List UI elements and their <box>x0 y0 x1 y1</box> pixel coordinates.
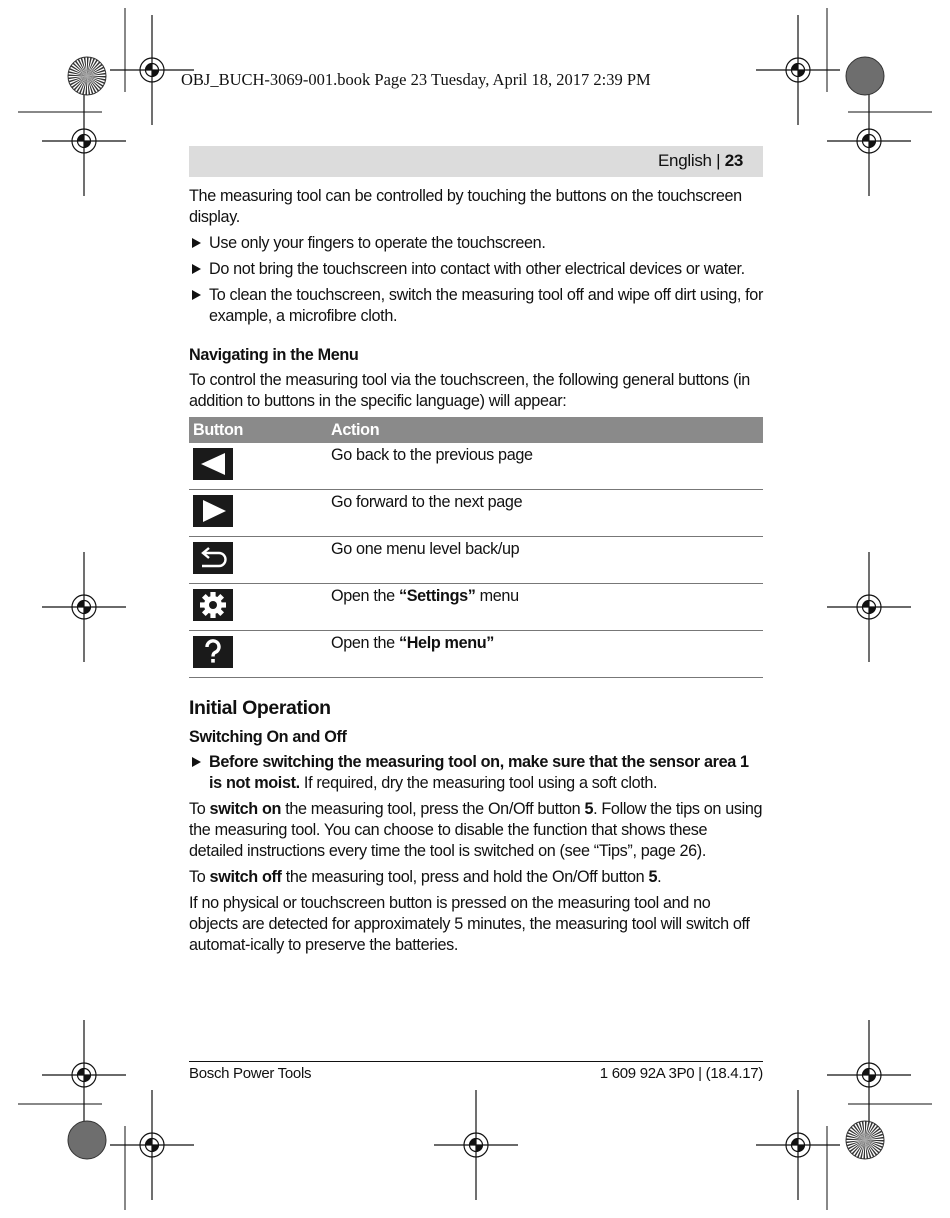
bullet-triangle-icon <box>192 238 201 248</box>
bullet-item <box>189 233 763 254</box>
registration-target-icon <box>42 1020 126 1130</box>
action-cell: Go one menu level back/up <box>327 537 763 584</box>
switch-on-paragraph: To switch on the measuring tool, press the On/Off button 5. Follow the tips on using the measuring tool. You can choose to disable the function that shows these detailed instructions every time the tool is switched on (see “Tips”, page 26). <box>189 800 763 860</box>
back-triangle-icon <box>193 448 233 480</box>
registration-target-icon <box>42 552 126 662</box>
page-number: 23 <box>724 151 743 170</box>
menu-heading: Navigating in the Menu <box>189 346 359 364</box>
forward-triangle-icon <box>193 495 233 527</box>
action-cell: Go back to the previous page <box>327 443 763 490</box>
action-cell: Open the “Help menu” <box>327 631 763 678</box>
bullet-text: Use only your fingers to operate the touchscreen. <box>209 234 546 252</box>
switch-off-paragraph: To switch off the measuring tool, press and hold the On/Off button 5. <box>189 868 662 886</box>
return-arrow-icon <box>193 542 233 574</box>
button-table <box>189 417 763 678</box>
header-separator: | <box>716 151 721 170</box>
col-header-button: Button <box>189 417 327 443</box>
registration-target-icon <box>827 552 911 662</box>
intro-paragraph: The measuring tool can be controlled by touching the buttons on the touchscreen display. <box>189 187 742 226</box>
table-row <box>189 537 763 584</box>
bullet-triangle-icon <box>192 264 201 274</box>
bullet-item <box>189 285 763 327</box>
table-row <box>189 443 763 490</box>
page-header-label <box>658 151 743 171</box>
footer-brand: Bosch Power Tools <box>189 1065 312 1082</box>
bullet-triangle-icon <box>192 757 201 767</box>
auto-off-paragraph: If no physical or touchscreen button is pressed on the measuring tool and no objects are detected for approximately 5 minutes, the measuring tool will switch off automat-ically to preserve the batteries. <box>189 894 750 954</box>
footer-code: 1 609 92A 3P0 | (18.4.17) <box>599 1065 763 1082</box>
initial-operation-heading: Initial Operation <box>189 697 331 719</box>
registration-target-icon <box>434 1090 518 1200</box>
gray-circle-mark-icon <box>68 1121 106 1159</box>
action-cell: Go forward to the next page <box>327 490 763 537</box>
gear-icon <box>193 589 233 621</box>
bullet-text: To clean the touchscreen, switch the measuring tool off and wipe off dirt using, for example, a microfibre cloth. <box>209 286 763 325</box>
bullet-item <box>189 259 763 280</box>
starburst-mark-icon <box>846 1121 884 1159</box>
header-language: English <box>658 151 712 170</box>
footer-divider <box>189 1061 763 1062</box>
action-cell: Open the “Settings” menu <box>327 584 763 631</box>
question-mark-icon <box>193 636 233 668</box>
table-header-row <box>189 417 763 443</box>
bullet-text: Do not bring the touchscreen into contact with other electrical devices or water. <box>209 260 745 278</box>
table-row <box>189 631 763 678</box>
registration-target-icon <box>110 1090 194 1200</box>
gray-circle-mark-icon <box>846 57 884 95</box>
menu-paragraph: To control the measuring tool via the touchscreen, the following general buttons (in addition to buttons in the specific language) will appear: <box>189 371 750 410</box>
registration-target-icon <box>42 86 126 196</box>
registration-target-icon <box>827 86 911 196</box>
table-row <box>189 490 763 537</box>
switching-heading: Switching On and Off <box>189 728 347 746</box>
starburst-mark-icon <box>68 57 106 95</box>
warning-bullet: Before switching the measuring tool on, make sure that the sensor area 1 is not moist. If required, dry the measuring tool using a soft cloth. <box>189 752 763 794</box>
table-row <box>189 584 763 631</box>
col-header-action: Action <box>327 417 763 443</box>
main-content <box>189 186 763 961</box>
registration-target-icon <box>827 1020 911 1130</box>
bullet-triangle-icon <box>192 290 201 300</box>
page-header-bar <box>189 146 763 177</box>
print-header: OBJ_BUCH-3069-001.book Page 23 Tuesday, April 18, 2017 2:39 PM <box>181 70 651 89</box>
